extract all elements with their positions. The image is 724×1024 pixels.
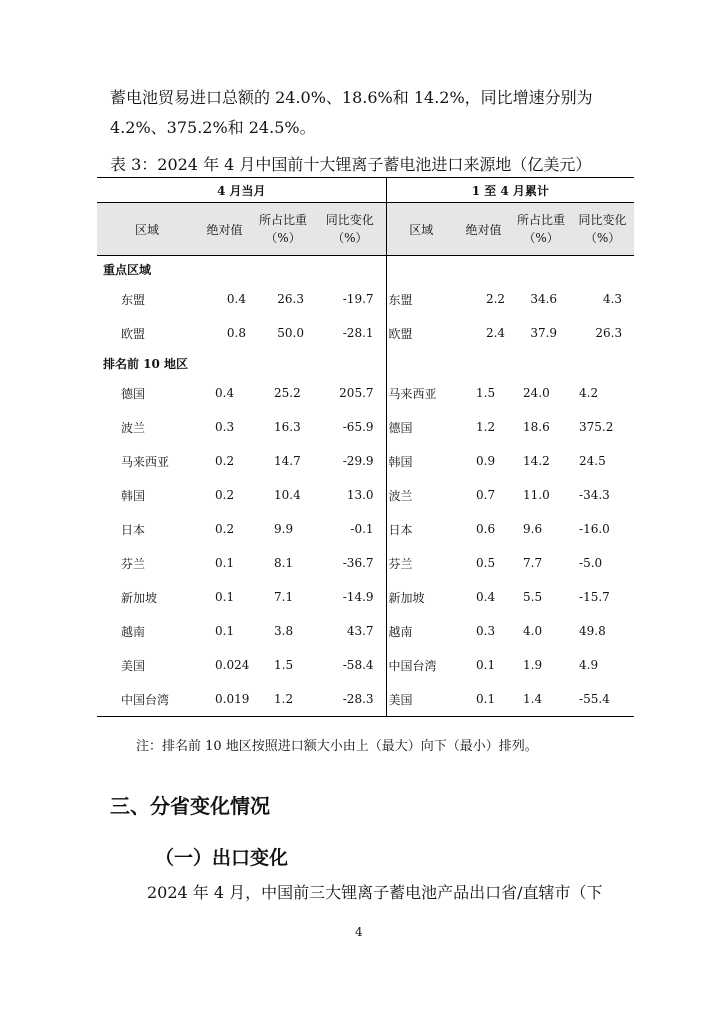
ytd-abs-cell: 0.9 (476, 454, 496, 468)
month-region-cell: 欧盟 (121, 326, 146, 341)
month-share-cell: 50.0 (277, 326, 304, 340)
ytd-share-cell: 11.0 (523, 488, 550, 502)
ytd-share-cell: 18.6 (523, 420, 550, 434)
month-share-cell: 7.1 (274, 590, 294, 604)
ytd-yoy-cell: -5.0 (579, 556, 603, 570)
col-header-yoy: 同比变化（%） (314, 203, 386, 256)
month-yoy-cell: -0.1 (350, 522, 374, 536)
ytd-yoy-cell: 24.5 (579, 454, 606, 468)
ytd-abs-cell: 0.5 (476, 556, 496, 570)
ytd-region-cell: 日本 (386, 512, 456, 546)
ytd-yoy-cell: -55.4 (571, 682, 634, 717)
ytd-abs-cell: 0.1 (456, 682, 511, 717)
ytd-yoy-cell: 26.3 (595, 326, 623, 340)
table-row (97, 682, 634, 717)
month-abs-cell: 0.024 (215, 658, 250, 672)
col-header-yoy-ytd: 同比变化（%） (571, 203, 634, 256)
ytd-region-cell: 德国 (386, 410, 456, 444)
ytd-region-cell: 美国 (386, 682, 456, 717)
month-abs-cell: 0.8 (226, 326, 246, 340)
month-yoy-cell: 205.7 (339, 386, 374, 400)
month-share-cell: 26.3 (277, 292, 304, 306)
month-yoy-cell: -36.7 (342, 556, 374, 570)
intro-paragraph: 蓄电池贸易进口总额的 24.0%、18.6%和 14.2%，同比增速分别为 4.2%、375.2%和 24.5%。 (110, 88, 593, 137)
ytd-abs-cell: 0.4 (476, 590, 496, 604)
ytd-yoy-cell: -34.3 (579, 488, 610, 502)
month-region-cell: 东盟 (121, 292, 146, 307)
ytd-share-cell: 24.0 (523, 386, 550, 400)
ytd-share-cell: 1.9 (523, 658, 543, 672)
month-region-cell: 新加坡 (121, 590, 158, 605)
col-header-abs: 绝对值 (197, 203, 252, 256)
month-region-cell: 马来西亚 (121, 454, 170, 469)
group-header-ytd: 1 至 4 月累计 (386, 178, 634, 203)
month-yoy-cell: 13.0 (346, 488, 374, 502)
month-abs-cell: 0.1 (215, 590, 235, 604)
month-yoy-cell: -28.3 (314, 682, 386, 717)
ytd-yoy-cell: 4.2 (579, 386, 599, 400)
ytd-region-cell: 越南 (386, 614, 456, 648)
ytd-share-cell: 1.4 (511, 682, 571, 717)
import-sources-table (97, 177, 634, 717)
ytd-abs-cell: 2.4 (485, 326, 506, 340)
month-share-cell: 1.2 (252, 682, 314, 717)
ytd-share-cell: 37.9 (530, 326, 558, 340)
col-header-share-ytd: 所占比重（%） (511, 203, 571, 256)
month-share-cell: 14.7 (274, 454, 301, 468)
month-abs-cell: 0.2 (215, 522, 235, 536)
ytd-region-cell: 马来西亚 (386, 376, 456, 410)
table-row (97, 580, 634, 614)
ytd-region-cell: 韩国 (386, 444, 456, 478)
ytd-region-cell: 新加坡 (386, 580, 456, 614)
month-abs-cell: 0.4 (226, 292, 246, 306)
ytd-share-cell: 14.2 (523, 454, 550, 468)
ytd-region-cell: 芬兰 (386, 546, 456, 580)
col-header-abs-ytd: 绝对值 (456, 203, 511, 256)
month-yoy-cell: 43.7 (346, 624, 374, 638)
month-abs-cell: 0.2 (215, 488, 235, 502)
subsection-heading: （一）出口变化 (155, 847, 289, 869)
month-share-cell: 10.4 (274, 488, 301, 502)
table-caption: 表 3：2024 年 4 月中国前十大锂离子蓄电池进口来源地（亿美元） (110, 155, 592, 174)
month-yoy-cell: -29.9 (342, 454, 374, 468)
month-share-cell: 9.9 (274, 522, 294, 536)
month-region-cell: 中国台湾 (97, 682, 197, 717)
month-region-cell: 日本 (121, 522, 146, 537)
ytd-region-cell: 中国台湾 (386, 648, 456, 682)
section-top10-regions: 排名前 10 地区 (103, 356, 189, 371)
ytd-abs-cell: 2.2 (485, 292, 506, 306)
month-share-cell: 8.1 (274, 556, 294, 570)
table-row (97, 444, 634, 478)
ytd-abs-cell: 1.5 (476, 386, 496, 400)
month-abs-cell: 0.4 (215, 386, 235, 400)
ytd-yoy-cell: 4.3 (602, 292, 623, 306)
group-header-month: 4 月当月 (97, 178, 386, 203)
month-abs-cell: 0.3 (215, 420, 235, 434)
table-row (97, 614, 634, 648)
month-yoy-cell: -14.9 (342, 590, 374, 604)
ytd-share-cell: 34.6 (530, 292, 558, 306)
ytd-share-cell: 7.7 (523, 556, 543, 570)
col-header-share: 所占比重（%） (252, 203, 314, 256)
month-yoy-cell: -65.9 (342, 420, 374, 434)
ytd-abs-cell: 0.3 (476, 624, 496, 638)
ytd-region-cell: 波兰 (386, 478, 456, 512)
ytd-abs-cell: 1.2 (476, 420, 496, 434)
ytd-share-cell: 5.5 (523, 590, 543, 604)
ytd-yoy-cell: -15.7 (579, 590, 610, 604)
table-row (97, 648, 634, 682)
month-share-cell: 3.8 (274, 624, 294, 638)
month-yoy-cell: -19.7 (342, 292, 374, 306)
table-row (97, 316, 634, 350)
col-header-region-ytd: 区域 (386, 203, 456, 256)
month-share-cell: 25.2 (274, 386, 301, 400)
ytd-abs-cell: 0.7 (476, 488, 496, 502)
ytd-yoy-cell: 4.9 (579, 658, 599, 672)
ytd-abs-cell: 0.6 (476, 522, 496, 536)
ytd-share-cell: 9.6 (523, 522, 543, 536)
month-share-cell: 16.3 (274, 420, 301, 434)
table-row (97, 410, 634, 444)
section-key-regions: 重点区域 (97, 256, 386, 283)
section-spacer (386, 350, 634, 376)
month-abs-cell: 0.1 (215, 624, 235, 638)
month-region-cell: 美国 (121, 658, 146, 673)
month-region-cell: 韩国 (121, 488, 146, 503)
ytd-region-cell: 欧盟 (386, 316, 456, 350)
ytd-yoy-cell: 375.2 (579, 420, 614, 434)
table-row (97, 376, 634, 410)
month-region-cell: 越南 (121, 624, 146, 639)
col-header-region: 区域 (97, 203, 197, 256)
month-region-cell: 芬兰 (121, 556, 146, 571)
month-abs-cell: 0.019 (197, 682, 252, 717)
table-row (97, 478, 634, 512)
table-row (97, 512, 634, 546)
section-heading: 三、分省变化情况 (110, 794, 270, 818)
ytd-region-cell: 东盟 (386, 282, 456, 316)
table-note: 注：排名前 10 地区按照进口额大小由上（最大）向下（最小）排列。 (136, 739, 538, 754)
ytd-yoy-cell: -16.0 (579, 522, 610, 536)
table-row (97, 282, 634, 316)
month-yoy-cell: -58.4 (342, 658, 374, 672)
body-paragraph: 2024 年 4 月，中国前三大锂离子蓄电池产品出口省/直辖市（下 (147, 883, 603, 902)
table-row (97, 546, 634, 580)
month-region-cell: 德国 (121, 386, 146, 401)
month-abs-cell: 0.2 (215, 454, 235, 468)
month-yoy-cell: -28.1 (342, 326, 374, 340)
ytd-share-cell: 4.0 (523, 624, 543, 638)
page-number: 4 (355, 925, 363, 939)
ytd-abs-cell: 0.1 (476, 658, 496, 672)
ytd-yoy-cell: 49.8 (579, 624, 606, 638)
month-region-cell: 波兰 (121, 420, 146, 435)
month-share-cell: 1.5 (274, 658, 294, 672)
month-abs-cell: 0.1 (215, 556, 235, 570)
